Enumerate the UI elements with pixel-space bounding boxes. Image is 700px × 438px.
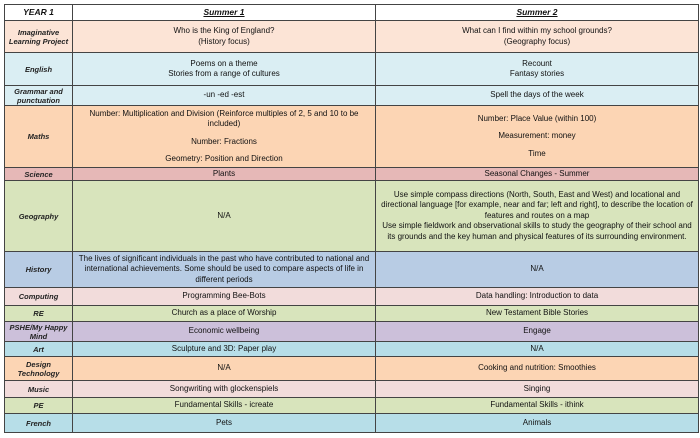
summer2-cell (376, 86, 699, 106)
table-row (5, 168, 699, 181)
summer2-cell (376, 168, 699, 181)
table-row (5, 106, 699, 168)
term-summer-1: Summer 1 (73, 5, 376, 21)
cell-text: Engage (523, 326, 551, 336)
summer2-cell (376, 106, 699, 168)
summer2-cell (376, 181, 699, 252)
curriculum-table (4, 4, 699, 433)
summer1-cell (73, 21, 376, 53)
table-row (5, 357, 699, 381)
cell-text: Programming Bee-Bots (182, 291, 266, 301)
cell-text: Number: Place Value (within 100) (477, 113, 597, 123)
cell-text: Church as a place of Worship (171, 308, 277, 318)
cell-text: Use simple compass directions (North, South, East and West) and locational and directional language [for example, near and far; left and right], to describe the location of features and routes on a map (381, 189, 693, 220)
cell-text: Fundamental Skills - ithink (490, 400, 584, 410)
cell-text: Measurement: money (498, 131, 576, 141)
summer1-cell (73, 306, 376, 322)
table-row (5, 342, 699, 357)
subject-label: Art (5, 342, 73, 357)
table-row (5, 398, 699, 414)
summer1-cell (73, 168, 376, 181)
subject-label: Science (5, 168, 73, 181)
cell-text: New Testament Bible Stories (485, 308, 589, 318)
cell-text: N/A (217, 210, 231, 220)
table-row (5, 53, 699, 86)
cell-text: Time (528, 148, 546, 158)
subject-label: Grammar and punctuation (5, 86, 73, 106)
cell-text: The lives of significant individuals in the past who have contributed to national and international achievements. Some should be used to compare aspects of life in different periods (78, 253, 370, 284)
subject-label: Music (5, 381, 73, 398)
cell-text: Fantasy stories (509, 69, 565, 78)
table-row (5, 322, 699, 342)
subject-label: Maths (5, 106, 73, 168)
cell-text: Number: Fractions (191, 136, 257, 146)
subject-label: Geography (5, 181, 73, 252)
subject-label: RE (5, 306, 73, 322)
cell-text: What can I find within my school grounds? (462, 26, 612, 35)
year-label: YEAR 1 (5, 5, 73, 21)
summer2-cell (376, 414, 699, 433)
summer1-cell (73, 381, 376, 398)
table-row (5, 288, 699, 306)
summer1-cell (73, 398, 376, 414)
cell-text: Sculpture and 3D: Paper play (171, 343, 277, 353)
cell-text: Who is the King of England? (173, 26, 275, 35)
cell-text: N/A (217, 363, 231, 373)
summer2-cell (376, 306, 699, 322)
cell-text: (History focus) (198, 36, 250, 46)
cell-text: -un -ed -est (203, 90, 245, 100)
header-row (5, 5, 699, 21)
summer1-cell (73, 322, 376, 342)
cell-text: Recount (522, 58, 552, 68)
summer1-cell (73, 342, 376, 357)
summer2-cell (376, 381, 699, 398)
summer1-cell (73, 252, 376, 288)
cell-text: (Geography focus) (503, 36, 571, 46)
subject-label: Imaginative Learning Project (5, 21, 73, 53)
cell-text: Cooking and nutrition: Smoothies (478, 363, 596, 373)
table-row (5, 252, 699, 288)
summer2-cell (376, 288, 699, 306)
cell-text: Poems on a theme (190, 58, 258, 68)
summer1-cell (73, 53, 376, 86)
subject-label: Computing (5, 288, 73, 306)
summer1-cell (73, 288, 376, 306)
cell-text: Songwriting with glockenspiels (169, 383, 279, 393)
cell-text: Number: Multiplication and Division (Reinforce multiples of 2, 5 and 10 to be included) (89, 108, 359, 128)
summer1-cell (73, 86, 376, 106)
summer2-cell (376, 398, 699, 414)
summer2-cell (376, 342, 699, 357)
table-row (5, 414, 699, 433)
cell-text: Seasonal Changes - Summer (484, 168, 590, 178)
cell-text: N/A (530, 343, 544, 353)
table-row (5, 86, 699, 106)
table-row (5, 181, 699, 252)
cell-text: Fundamental Skills - icreate (174, 400, 274, 410)
subject-label: PSHE/My Happy Mind (5, 322, 73, 342)
summer1-cell (73, 414, 376, 433)
subject-label: French (5, 414, 73, 433)
subject-label: PE (5, 398, 73, 414)
cell-text: Pets (215, 417, 232, 427)
summer2-cell (376, 252, 699, 288)
cell-text: Use simple fieldwork and observational skills to study the geography of their school and its grounds and the key human and physical features of its surrounding environment. (382, 221, 692, 241)
subject-label: English (5, 53, 73, 86)
cell-text: Plants (212, 168, 236, 178)
cell-text: Singing (523, 383, 551, 393)
summer1-cell (73, 357, 376, 381)
cell-text: Spell the days of the week (490, 90, 584, 100)
summer2-cell (376, 357, 699, 381)
summer2-cell (376, 322, 699, 342)
summer1-cell (73, 181, 376, 252)
cell-text: Stories from a range of cultures (168, 69, 280, 78)
summer2-cell (376, 53, 699, 86)
cell-text: Animals (522, 417, 552, 427)
table-row (5, 21, 699, 53)
cell-text: Geometry: Position and Direction (165, 154, 283, 163)
subject-label: Design Technology (5, 357, 73, 381)
term-summer-2: Summer 2 (376, 5, 699, 21)
cell-text: Economic wellbeing (188, 326, 260, 336)
cell-text: N/A (530, 264, 544, 274)
subject-label: History (5, 252, 73, 288)
summer1-cell (73, 106, 376, 168)
summer2-cell (376, 21, 699, 53)
table-row (5, 306, 699, 322)
cell-text: Data handling: Introduction to data (475, 291, 599, 301)
table-row (5, 381, 699, 398)
